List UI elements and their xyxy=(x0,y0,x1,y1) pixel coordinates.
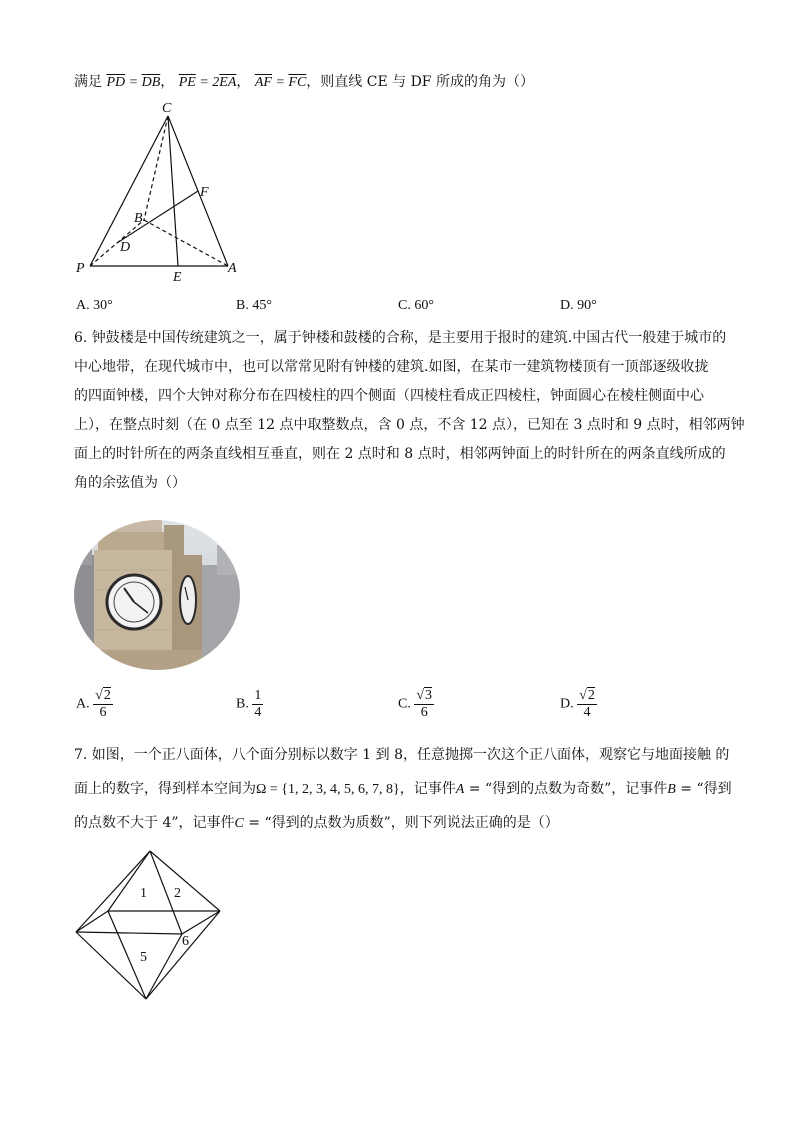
vec-pd: $\overline{PD}$ xyxy=(106,75,126,90)
q6-option-d[interactable]: D. $\frac{√2}{4}$ xyxy=(560,688,595,720)
edge-cb xyxy=(144,116,168,220)
q5-option-b[interactable]: B. 45° xyxy=(236,298,272,313)
label-d: D xyxy=(120,240,131,255)
edge-bottom-left xyxy=(76,932,146,999)
q6-line-2: 中心地带，在现代城市中，也可以常常见附有钟楼的建筑.如图，在某市一建筑物楼顶有一顶部逐级收拢 xyxy=(74,359,709,375)
event-c: C xyxy=(234,816,244,831)
q5-option-d[interactable]: D. 90° xyxy=(560,298,597,313)
vec-af: $\overline{AF}$ xyxy=(254,75,272,90)
event-b: B xyxy=(667,782,676,797)
label-p: P xyxy=(76,261,85,276)
q5-lead: 满足 xyxy=(74,74,102,90)
q7-line-3: 的点数不大于 4”，记事件C = “得到的点数为质数”，则下列说法正确的是（） xyxy=(74,815,559,831)
face-1: 1 xyxy=(140,886,147,901)
q6-option-c[interactable]: C. $\frac{√3}{6}$ xyxy=(398,688,433,720)
q6-line-1: 6. 钟鼓楼是中国传统建筑之一，属于钟楼和鼓楼的合称，是主要用于报时的建筑.中国古代一般建于城市的 xyxy=(74,330,727,346)
q5-statement: 满足 $\overline{PD} = \overline{DB}$， $\overline{PE} = 2\overline{EA}$， $\overline{AF} = \overline{FC}$，则直线 CE 与 DF 所成的角为（） xyxy=(74,74,534,90)
q6-line-6: 角的余弦值为（） xyxy=(74,475,186,491)
q6-line-3: 的四面钟楼，四个大钟对称分布在四棱柱的四个侧面（四棱柱看成正四棱柱，钟面圆心在棱柱侧面中心 xyxy=(74,388,704,404)
label-a: A xyxy=(228,261,237,276)
face-5: 5 xyxy=(140,950,147,965)
vec-db: $\overline{DB}$ xyxy=(141,75,161,90)
coef-2: 2 xyxy=(212,75,220,90)
q5-option-c[interactable]: C. 60° xyxy=(398,298,434,313)
label-b: B xyxy=(134,211,143,226)
face-6: 6 xyxy=(182,934,189,949)
edge-bottom-right xyxy=(146,911,220,999)
clock-tower-photo xyxy=(72,515,242,670)
q5-tail: ，则直线 CE 与 DF 所成的角为（） xyxy=(306,74,534,90)
edge-left-front xyxy=(76,932,182,934)
label-e: E xyxy=(173,270,182,285)
vec-ea: $\overline{EA}$ xyxy=(219,75,237,90)
edge-ba xyxy=(144,220,228,266)
q6-option-a[interactable]: A. $\frac{√2}{6}$ xyxy=(76,688,111,720)
octahedron-figure xyxy=(70,845,230,1005)
edge-bottom-front xyxy=(146,934,182,999)
edge-top-right xyxy=(150,851,220,911)
vec-fc: $\overline{FC}$ xyxy=(288,75,307,90)
sample-space: Ω = {1, 2, 3, 4, 5, 6, 7, 8} xyxy=(256,782,400,797)
event-a: A xyxy=(455,782,465,797)
q6-line-4: 上），在整点时刻（在 0 点至 12 点中取整数点，含 0 点，不含 12 点），已知在 3 点时和 9 点时，相邻两钟 xyxy=(74,417,745,433)
label-f: F xyxy=(200,185,209,200)
q7-line-1: 7. 如图，一个正八面体，八个面分别标以数字 1 到 8，任意抛掷一次这个正八面体，观察它与地面接触 的 xyxy=(74,747,730,763)
edge-top-back xyxy=(108,851,150,911)
edge-front-right xyxy=(182,911,220,934)
face-2: 2 xyxy=(174,886,181,901)
vec-pe: $\overline{PE}$ xyxy=(178,75,196,90)
pyramid-figure xyxy=(60,100,260,290)
q6-line-5: 面上的时针所在的两条直线相互垂直，则在 2 点时和 8 点时，相邻两钟面上的时针所在的两条直线所成的 xyxy=(74,446,726,462)
label-c: C xyxy=(162,101,172,116)
q6-option-b[interactable]: B. $\frac{1}{4}$ xyxy=(236,688,262,720)
edge-top-left xyxy=(76,851,150,932)
segment-df xyxy=(117,191,198,243)
q7-line-2: 面上的数字，得到样本空间为Ω = {1, 2, 3, 4, 5, 6, 7, 8}，记事件A = “得到的点数为奇数”，记事件B = “得到 xyxy=(74,781,732,797)
q5-option-a[interactable]: A. 30° xyxy=(76,298,113,313)
